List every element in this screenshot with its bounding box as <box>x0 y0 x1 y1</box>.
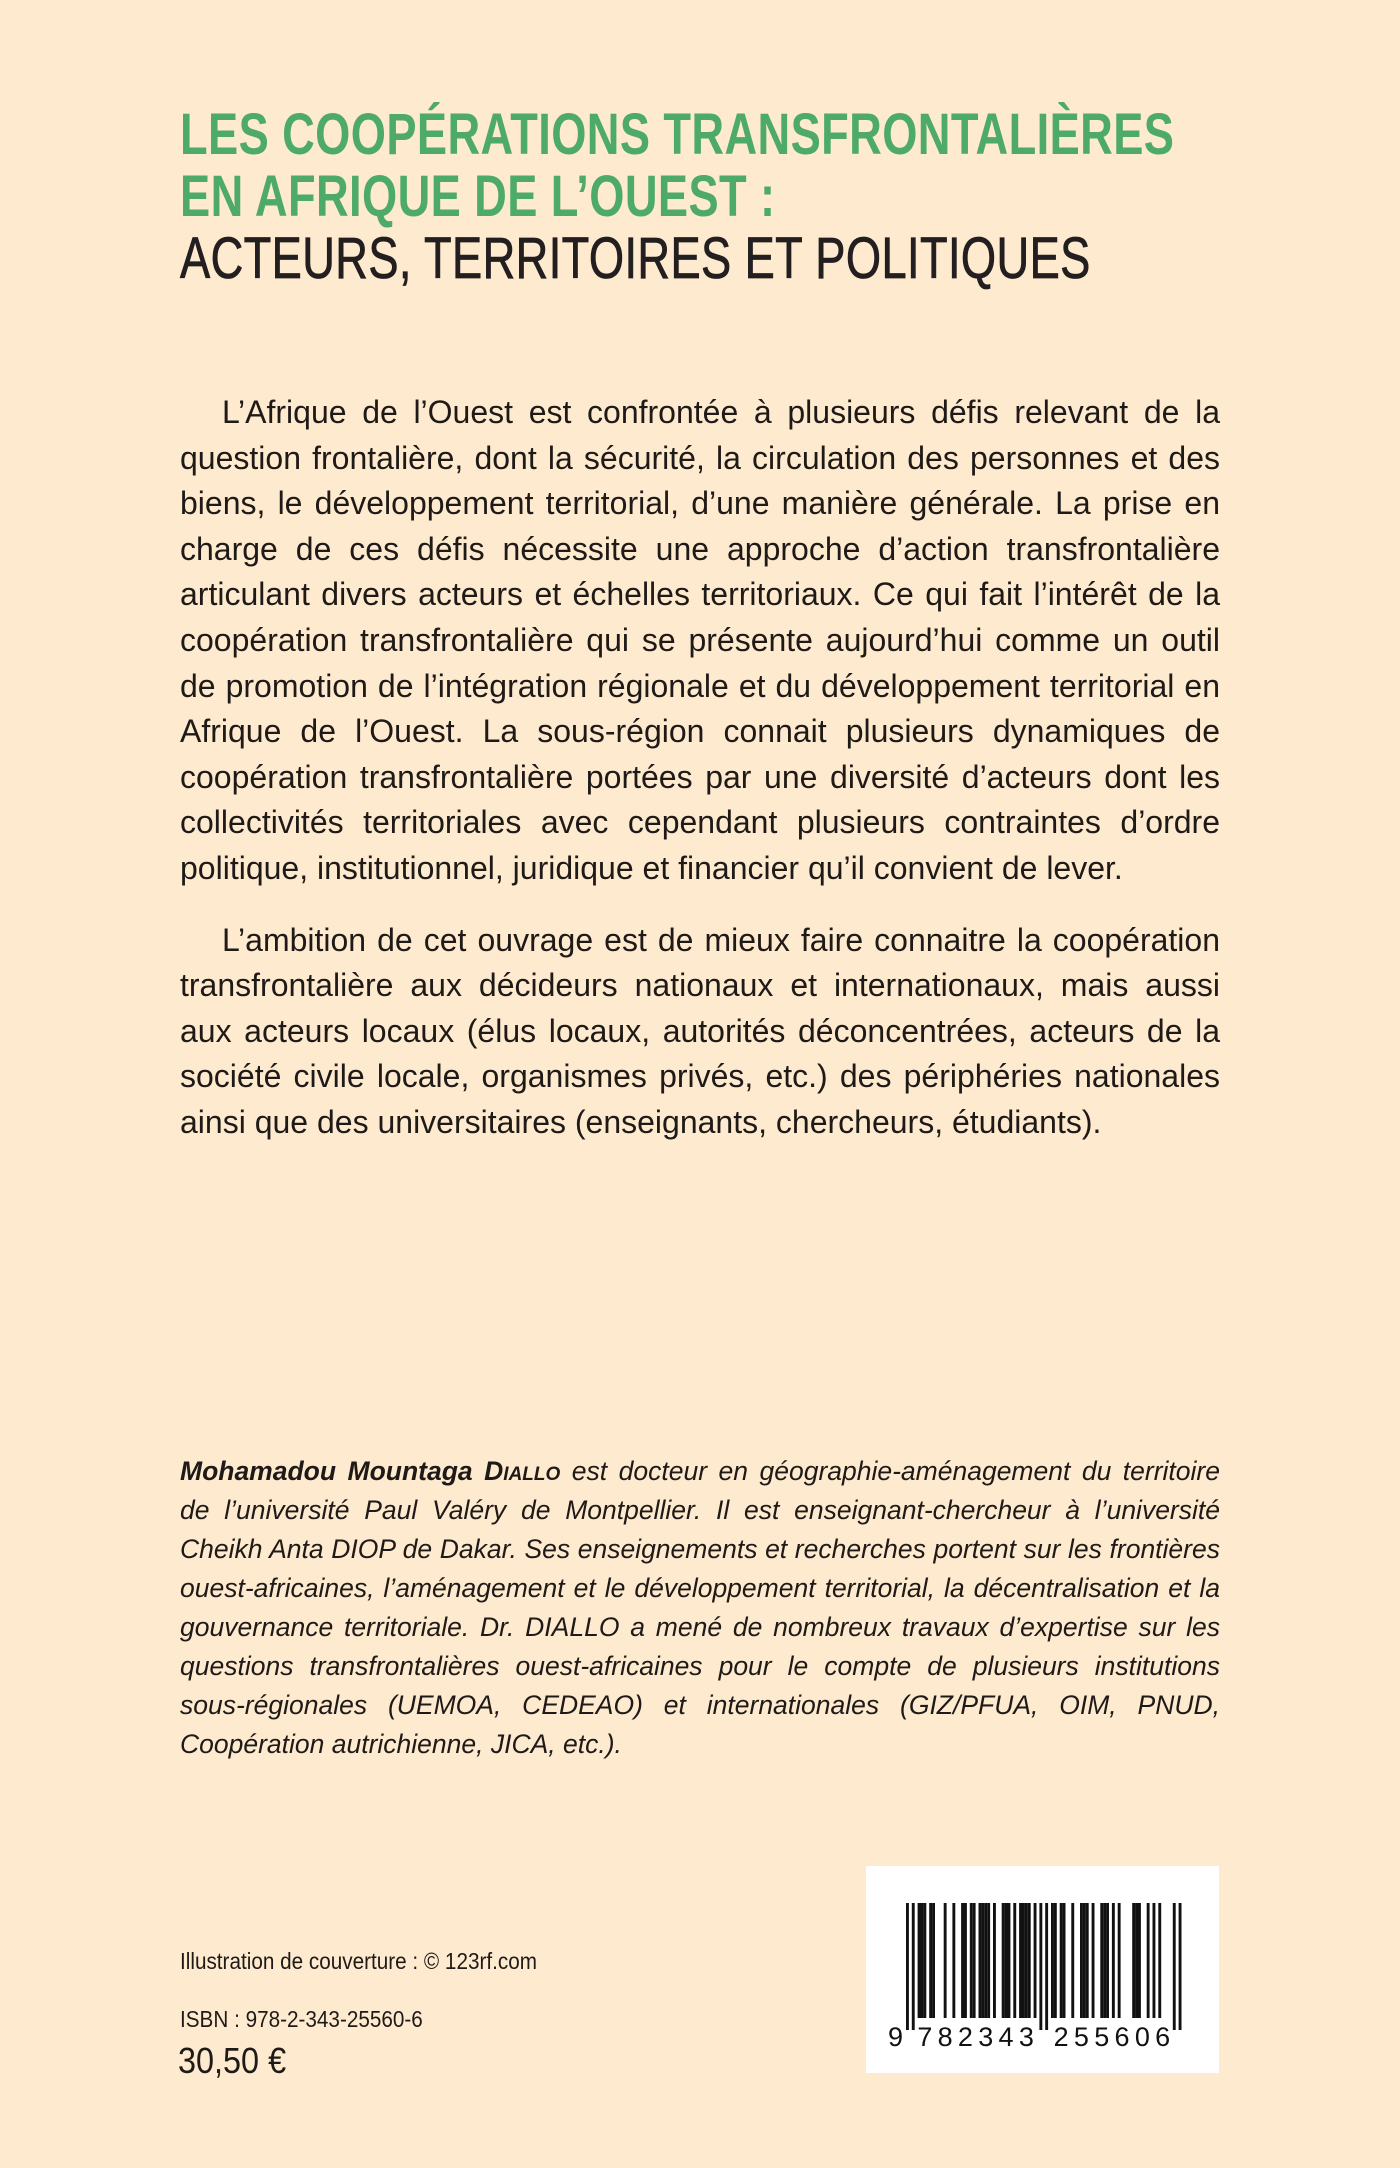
barcode-bar <box>1008 1903 1011 2018</box>
barcode-bar <box>970 1903 973 2018</box>
barcode-bar <box>1118 1903 1121 2018</box>
barcode-bar <box>1028 1903 1031 2018</box>
barcode-bar <box>1045 1903 1048 2030</box>
barcode-bar <box>984 1903 987 2018</box>
isbn-barcode <box>866 1866 1219 2073</box>
price: 30,50 € <box>178 2040 287 2081</box>
barcode-graphic <box>866 1866 1219 2073</box>
barcode-bar <box>1054 1903 1057 2018</box>
isbn: ISBN : 978-2-343-25560-6 <box>180 2006 423 2032</box>
barcode-bar <box>952 1903 955 2018</box>
book-title <box>180 104 1280 290</box>
blurb <box>180 390 1220 1172</box>
barcode-bar <box>1071 1903 1074 2018</box>
blurb-paragraph-1: L’Afrique de l’Ouest est confrontée à plusieurs défis relevant de la question frontalière, dont la sécurité, la circulation des personnes et des biens, le développement territorial, d’une manière générale. La prise en charge de ces défis nécessite une approche d’action transfrontalière articulant divers acteurs et échelles territoriaux. Ce qui fait l’intérêt de la coopération transfrontalière qui se présente aujourd’hui comme un outil de promotion de l’intégration régionale et du développement territorial en Afrique de l’Ouest. La sous-région connait plusieurs dynamiques de coopération transfrontalière portées par une diversité d’acteurs dont les collectivités territoriales avec cependant plusieurs contraintes d’ordre politique, institutionnel, juridique et financier qu’il convient de lever. <box>180 394 1220 886</box>
barcode-bar <box>961 1903 964 2018</box>
barcode-bar <box>1022 1903 1025 2018</box>
barcode-bar <box>1083 1903 1086 2018</box>
illustration-credit: Illustration de couverture : © 123rf.com <box>180 1948 537 1974</box>
barcode-bar <box>979 1903 982 2018</box>
barcode-digit: 5 <box>1094 2022 1110 2052</box>
barcode-bar <box>1158 1903 1161 2018</box>
barcode-bar <box>923 1903 926 2018</box>
barcode-bar <box>1080 1903 1083 2018</box>
barcode-bar <box>921 1903 924 2018</box>
barcode-digit: 6 <box>1155 2022 1171 2052</box>
bio-text: est docteur en géographie-aménagement du territoire de l’université Paul Valéry de Montpellier. Il est enseignant-chercheur à l’université Cheikh Anta DIOP de Dakar. Ses enseignements et recherches portent sur les frontières ouest-africaines, l’aménagement et le développement territorial, la décentralisation et la gouvernance territoriale. Dr. DIALLO a mené de nombreux travaux d’expertise sur les questions transfrontalières ouest-africaines pour le compte de plusieurs institutions sous-régionales (UEMOA, CEDEAO) et internationales (GIZ/PFUA, OIM, PNUD, Coopération autrichienne, JICA, etc.). <box>180 1456 1220 1759</box>
barcode-digit: 9 <box>888 2022 904 2052</box>
barcode-bar <box>1135 1903 1138 2018</box>
barcode-bar <box>1147 1903 1150 2018</box>
barcode-bar <box>1103 1903 1106 2018</box>
barcode-digit: 0 <box>1134 2022 1150 2052</box>
barcode-bar <box>1173 1903 1176 2030</box>
barcode-bar <box>1138 1903 1141 2018</box>
barcode-bar <box>1039 1903 1042 2030</box>
barcode-bar <box>1112 1903 1115 2018</box>
subtitle: ACTEURS, TERRITOIRES ET POLITIQUES <box>180 226 1091 291</box>
barcode-bar <box>1013 1903 1016 2018</box>
barcode-bar <box>1100 1903 1103 2018</box>
author-first-name: Mohamadou Mountaga <box>180 1456 473 1486</box>
barcode-digit: 2 <box>957 2022 973 2052</box>
barcode-bar <box>906 1903 909 2030</box>
barcode-digit: 3 <box>978 2022 994 2052</box>
barcode-digit: 2 <box>1053 2022 1069 2052</box>
barcode-bar <box>1092 1903 1095 2018</box>
blurb-paragraph-2: L’ambition de cet ouvrage est de mieux faire connaitre la coopération transfrontalière aux décideurs nationaux et internationaux, mais aussi aux acteurs locaux (élus locaux, autorités déconcentrées, acteurs de la société civile locale, organismes privés, etc.) des périphéries nationales ainsi que des universitaires (enseignants, chercheurs, étudiants). <box>180 921 1220 1140</box>
barcode-digit: 3 <box>1018 2022 1034 2052</box>
barcode-bar <box>929 1903 932 2018</box>
barcode-bar <box>993 1903 996 2018</box>
barcode-digit: 5 <box>1073 2022 1089 2052</box>
barcode-digit: 4 <box>998 2022 1014 2052</box>
barcode-bar <box>1005 1903 1008 2018</box>
barcode-digit: 8 <box>937 2022 953 2052</box>
title-line-1: LES COOPÉRATIONS TRANSFRONTALIÈRES <box>180 102 1175 167</box>
barcode-bar <box>973 1903 976 2018</box>
barcode-bar <box>981 1903 984 2018</box>
barcode-bar <box>1132 1903 1135 2018</box>
barcode-bar <box>1106 1903 1109 2018</box>
barcode-bar <box>1060 1903 1063 2018</box>
barcode-bar <box>1086 1903 1089 2018</box>
barcode-bar <box>918 1903 921 2018</box>
barcode-bar <box>1179 1903 1182 2030</box>
barcode-bar <box>932 1903 935 2018</box>
barcode-bar <box>912 1903 915 2030</box>
barcode-bar <box>1034 1903 1037 2018</box>
barcode-digit: 7 <box>917 2022 933 2052</box>
barcode-bar <box>1051 1903 1054 2018</box>
barcode-bar <box>1002 1903 1005 2018</box>
author-last-name: Diallo <box>484 1456 561 1486</box>
author-bio <box>180 1452 1220 1764</box>
title-line-2: EN AFRIQUE DE L’OUEST : <box>180 164 776 229</box>
author-name <box>180 1456 560 1486</box>
barcode-bar <box>987 1903 990 2018</box>
barcode-bar <box>1063 1903 1066 2018</box>
barcode-bar <box>1019 1903 1022 2018</box>
barcode-bar <box>1025 1903 1028 2018</box>
barcode-digit: 6 <box>1114 2022 1130 2052</box>
barcode-bar <box>964 1903 967 2018</box>
barcode-bar <box>944 1903 947 2018</box>
barcode-bar <box>1153 1903 1156 2018</box>
